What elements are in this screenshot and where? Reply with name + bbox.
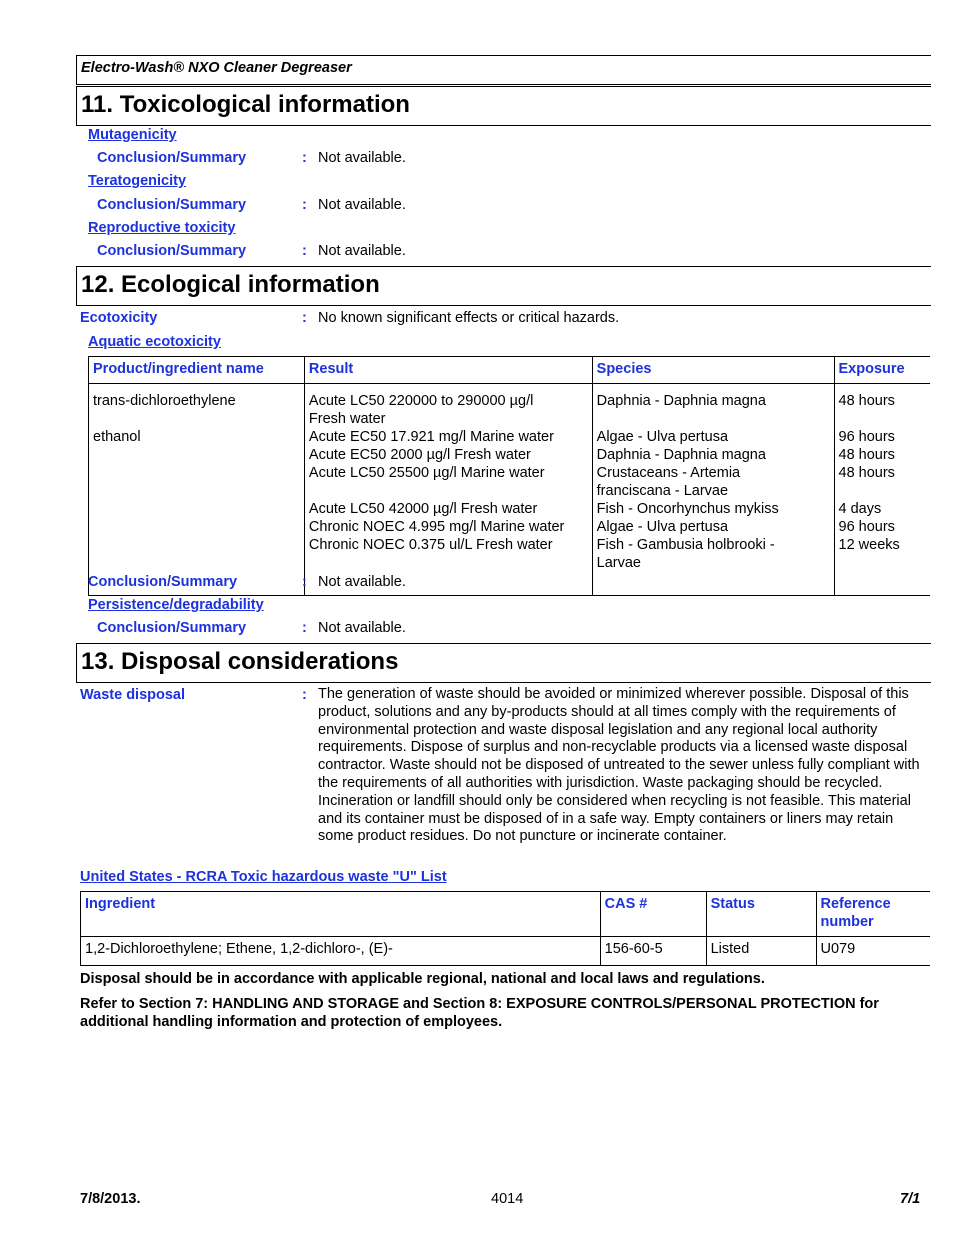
result-line: Fresh water bbox=[308, 411, 386, 427]
table-header-row bbox=[81, 892, 931, 937]
reproductive-toxicity-link[interactable]: Reproductive toxicity bbox=[88, 220, 236, 236]
exposure-line: 4 days bbox=[838, 501, 882, 517]
section-13-title: 13. Disposal considerations bbox=[81, 648, 399, 675]
document-header bbox=[76, 55, 931, 85]
colon: : bbox=[302, 150, 307, 166]
colon: : bbox=[302, 197, 307, 213]
species-line: Daphnia - Daphnia magna bbox=[596, 393, 766, 409]
colon: : bbox=[302, 620, 307, 636]
footer-code: 4014 bbox=[491, 1191, 524, 1207]
eco-conclusion-label: Conclusion/Summary bbox=[88, 574, 238, 590]
reproductive-conclusion-value: Not available. bbox=[318, 243, 406, 259]
column-header: CAS # bbox=[600, 892, 706, 937]
ecotoxicity-label: Ecotoxicity bbox=[80, 310, 158, 326]
rcra-table bbox=[80, 891, 930, 966]
species-line: Larvae bbox=[596, 555, 641, 571]
table-cell: Listed bbox=[706, 937, 816, 966]
section-12-heading bbox=[76, 266, 931, 306]
exposure-line: 48 hours bbox=[838, 465, 895, 481]
teratogenicity-link[interactable]: Teratogenicity bbox=[88, 173, 187, 189]
column-header: Reference number bbox=[816, 892, 930, 937]
result-line: Acute EC50 2000 µg/l Fresh water bbox=[308, 447, 531, 463]
waste-disposal-label: Waste disposal bbox=[80, 687, 186, 703]
species-cell bbox=[592, 384, 834, 596]
section-12-title: 12. Ecological information bbox=[81, 271, 380, 298]
footer-page-number: 7/1 bbox=[900, 1191, 921, 1207]
exposure-cell bbox=[834, 384, 930, 596]
teratogenicity-conclusion-label: Conclusion/Summary bbox=[97, 197, 247, 213]
table-row bbox=[89, 384, 931, 596]
species-line: Crustaceans - Artemia bbox=[596, 465, 741, 481]
ingredient-name: trans-dichloroethylene bbox=[93, 393, 236, 409]
species-line: Daphnia - Daphnia magna bbox=[596, 447, 766, 463]
section-11-title: 11. Toxicological information bbox=[81, 91, 410, 118]
aquatic-ecotoxicity-link[interactable]: Aquatic ecotoxicity bbox=[88, 334, 221, 350]
rcra-list-link[interactable]: United States - RCRA Toxic hazardous waste "U" List bbox=[80, 869, 447, 885]
aquatic-ecotoxicity-table bbox=[88, 356, 930, 596]
column-header: Product/ingredient name bbox=[89, 357, 305, 384]
table-cell: 1,2-Dichloroethylene; Ethene, 1,2-dichloro-, (E)- bbox=[81, 937, 601, 966]
product-name: Electro-Wash® NXO Cleaner Degreaser bbox=[81, 60, 352, 76]
colon: : bbox=[302, 243, 307, 259]
disposal-note: Disposal should be in accordance with applicable regional, national and local laws and regulations. bbox=[80, 971, 765, 987]
table-header-row bbox=[89, 357, 931, 384]
result-line: Chronic NOEC 0.375 ul/L Fresh water bbox=[308, 537, 553, 553]
section-13-heading bbox=[76, 643, 931, 683]
mutagenicity-conclusion-value: Not available. bbox=[318, 150, 406, 166]
result-line: Acute LC50 220000 to 290000 µg/l bbox=[308, 393, 534, 409]
persistence-conclusion-label: Conclusion/Summary bbox=[97, 620, 247, 636]
eco-conclusion-value: Not available. bbox=[318, 574, 406, 590]
exposure-line: 96 hours bbox=[838, 429, 895, 445]
table-row bbox=[81, 937, 931, 966]
exposure-line: 12 weeks bbox=[838, 537, 900, 553]
column-header: Ingredient bbox=[81, 892, 601, 937]
table-cell: 156-60-5 bbox=[600, 937, 706, 966]
colon: : bbox=[302, 310, 307, 326]
species-line: Algae - Ulva pertusa bbox=[596, 429, 729, 445]
table-cell: U079 bbox=[816, 937, 930, 966]
colon: : bbox=[302, 687, 307, 703]
mutagenicity-conclusion-label: Conclusion/Summary bbox=[97, 150, 247, 166]
ingredient-names-cell bbox=[89, 384, 305, 596]
waste-disposal-text: The generation of waste should be avoided or minimized wherever possible. Disposal of this product, solutions and any by-products should at all times comply with the requirements of environmental protection and waste disposal legislation and any regional local authority requirements. Dispose of surplus and non-recyclable products via a licensed waste disposal contractor. Waste should not be disposed of untreated to the sewer unless fully compliant with the requirements of all authorities with jurisdiction. Waste packaging should be recycled. Incineration or landfill should only be considered when recycling is not feasible. This material and its container must be disposed of in a safe way. Empty containers or liners may retain some product residues. Do not puncture or incinerate container. bbox=[318, 686, 920, 845]
section-11-heading bbox=[76, 86, 931, 126]
persistence-conclusion-value: Not available. bbox=[318, 620, 406, 636]
result-line: Acute LC50 42000 µg/l Fresh water bbox=[308, 501, 538, 517]
column-header: Status bbox=[706, 892, 816, 937]
mutagenicity-link[interactable]: Mutagenicity bbox=[88, 127, 177, 143]
column-header: Result bbox=[304, 357, 592, 384]
species-line: Fish - Gambusia holbrooki - bbox=[596, 537, 775, 553]
refer-note: Refer to Section 7: HANDLING AND STORAGE and Section 8: EXPOSURE CONTROLS/PERSONAL PROTECTION for additional handling information and protection of employees. bbox=[80, 996, 879, 1030]
teratogenicity-conclusion-value: Not available. bbox=[318, 197, 406, 213]
column-header: Exposure bbox=[834, 357, 930, 384]
species-line: Algae - Ulva pertusa bbox=[596, 519, 729, 535]
ecotoxicity-value: No known significant effects or critical hazards. bbox=[318, 310, 620, 326]
exposure-line: 96 hours bbox=[838, 519, 895, 535]
result-line: Acute LC50 25500 µg/l Marine water bbox=[308, 465, 545, 481]
result-line: Chronic NOEC 4.995 mg/l Marine water bbox=[308, 519, 565, 535]
results-cell bbox=[304, 384, 592, 596]
column-header: Species bbox=[592, 357, 834, 384]
reproductive-conclusion-label: Conclusion/Summary bbox=[97, 243, 247, 259]
species-line: franciscana - Larvae bbox=[596, 483, 729, 499]
result-line: Acute EC50 17.921 mg/l Marine water bbox=[308, 429, 554, 445]
footer-date: 7/8/2013. bbox=[80, 1191, 141, 1207]
persistence-degradability-link[interactable]: Persistence/degradability bbox=[88, 597, 264, 613]
exposure-line: 48 hours bbox=[838, 393, 895, 409]
species-line: Fish - Oncorhynchus mykiss bbox=[596, 501, 779, 517]
exposure-line: 48 hours bbox=[838, 447, 895, 463]
ingredient-name: ethanol bbox=[93, 429, 141, 445]
colon: : bbox=[302, 574, 307, 590]
